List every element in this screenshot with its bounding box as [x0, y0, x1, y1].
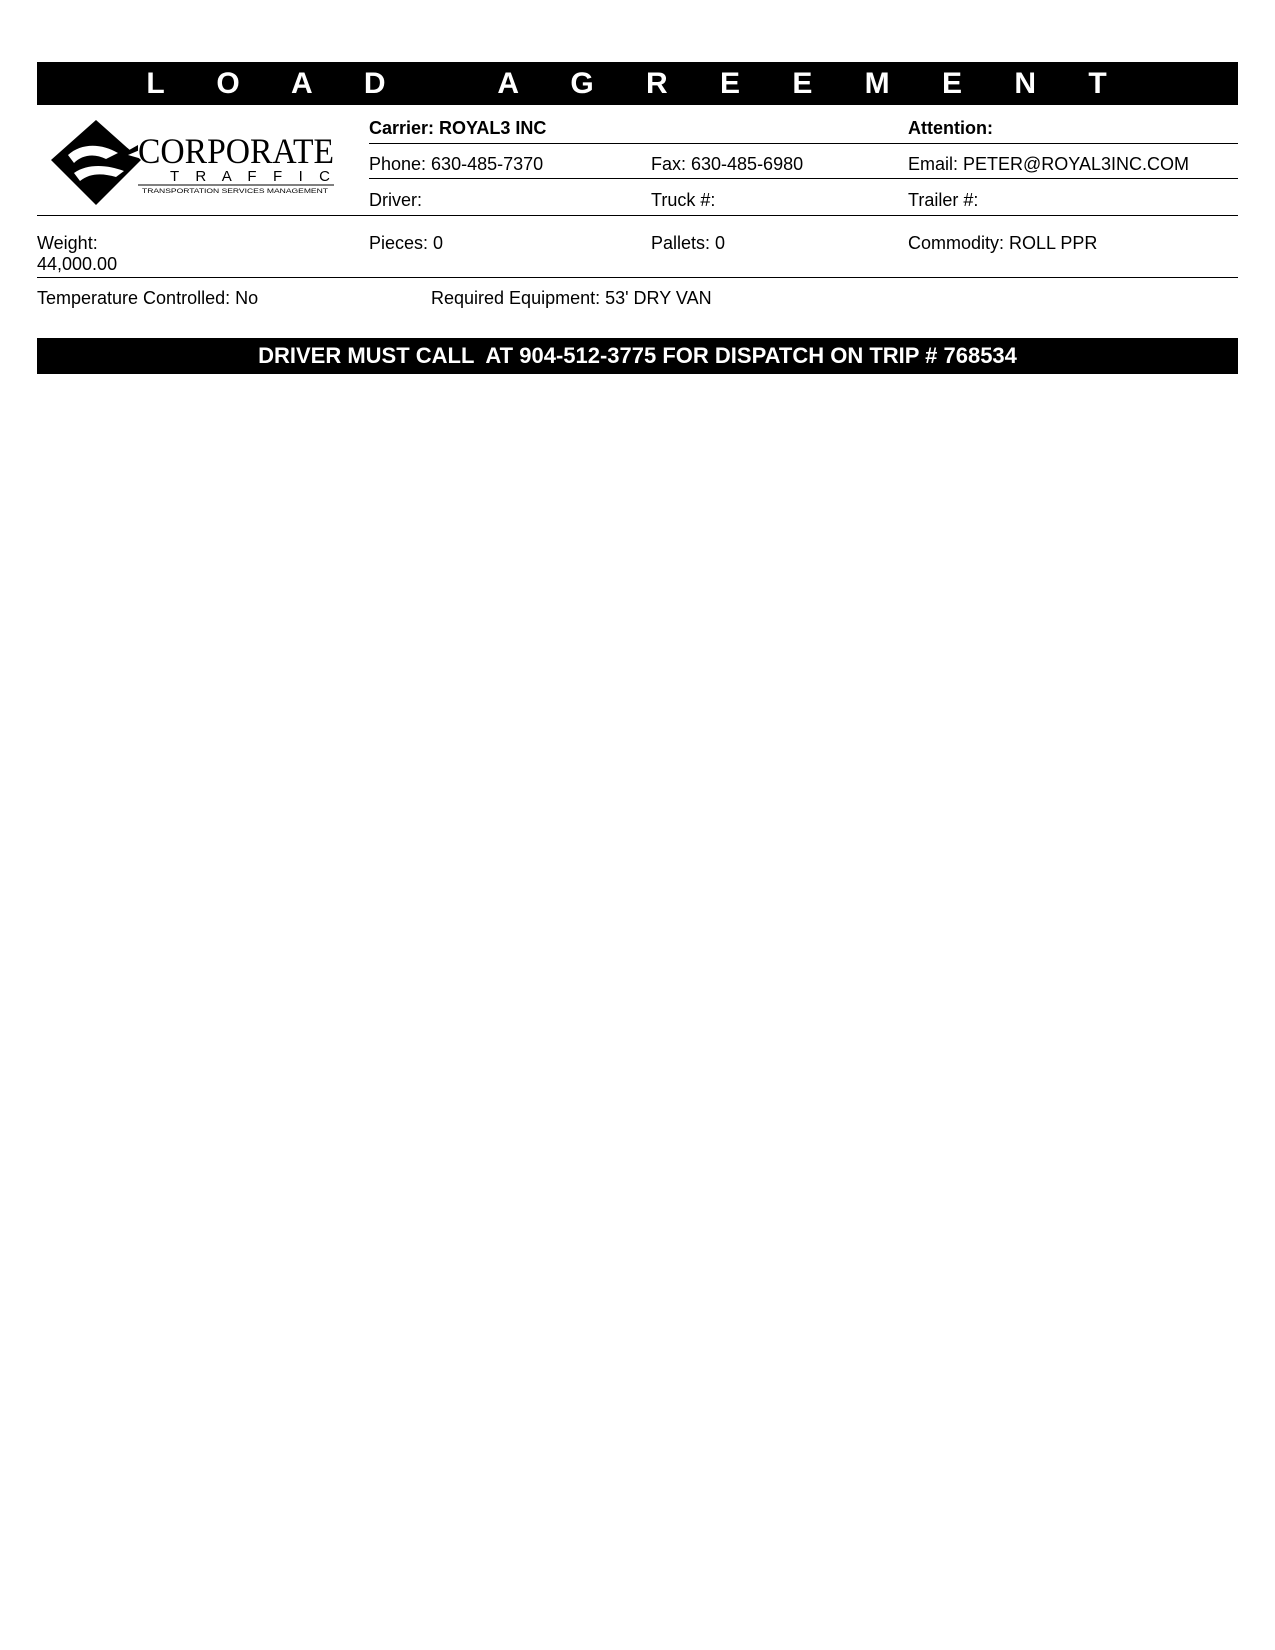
weight-label: Weight:: [37, 233, 98, 253]
carrier-name: Carrier: ROYAL3 INC: [369, 118, 547, 138]
logo-tagline: TRANSPORTATION SERVICES MANAGEMENT: [142, 189, 329, 195]
logo-subtitle: T R A F F I C: [170, 168, 330, 185]
carrier-email: Email: PETER@ROYAL3INC.COM: [908, 154, 1189, 174]
trailer-label: Trailer #:: [908, 190, 979, 210]
divider: [369, 143, 1238, 144]
divider: [37, 215, 1238, 216]
truck-label: Truck #:: [651, 190, 716, 210]
logo-wordmark: CORPORATE: [138, 131, 334, 171]
carrier-phone: Phone: 630-485-7370: [369, 154, 544, 174]
page-title: L O A D A G R E E M E N T: [37, 62, 1238, 105]
pallets-count: Pallets: 0: [651, 233, 726, 253]
weight-value: 44,000.00: [37, 254, 118, 274]
corporate-traffic-logo: [46, 115, 346, 210]
carrier-fax: Fax: 630-485-6980: [651, 154, 804, 174]
commodity: Commodity: ROLL PPR: [908, 233, 1098, 253]
pieces-count: Pieces: 0: [369, 233, 444, 253]
dispatch-banner: DRIVER MUST CALL AT 904-512-3775 FOR DISPATCH ON TRIP # 768534: [37, 338, 1238, 374]
temperature-controlled: Temperature Controlled: No: [37, 288, 259, 308]
divider: [37, 277, 1238, 278]
divider: [369, 178, 1238, 179]
required-equipment: Required Equipment: 53' DRY VAN: [431, 288, 712, 308]
attention-label: Attention:: [908, 118, 993, 138]
driver-label: Driver:: [369, 190, 422, 210]
